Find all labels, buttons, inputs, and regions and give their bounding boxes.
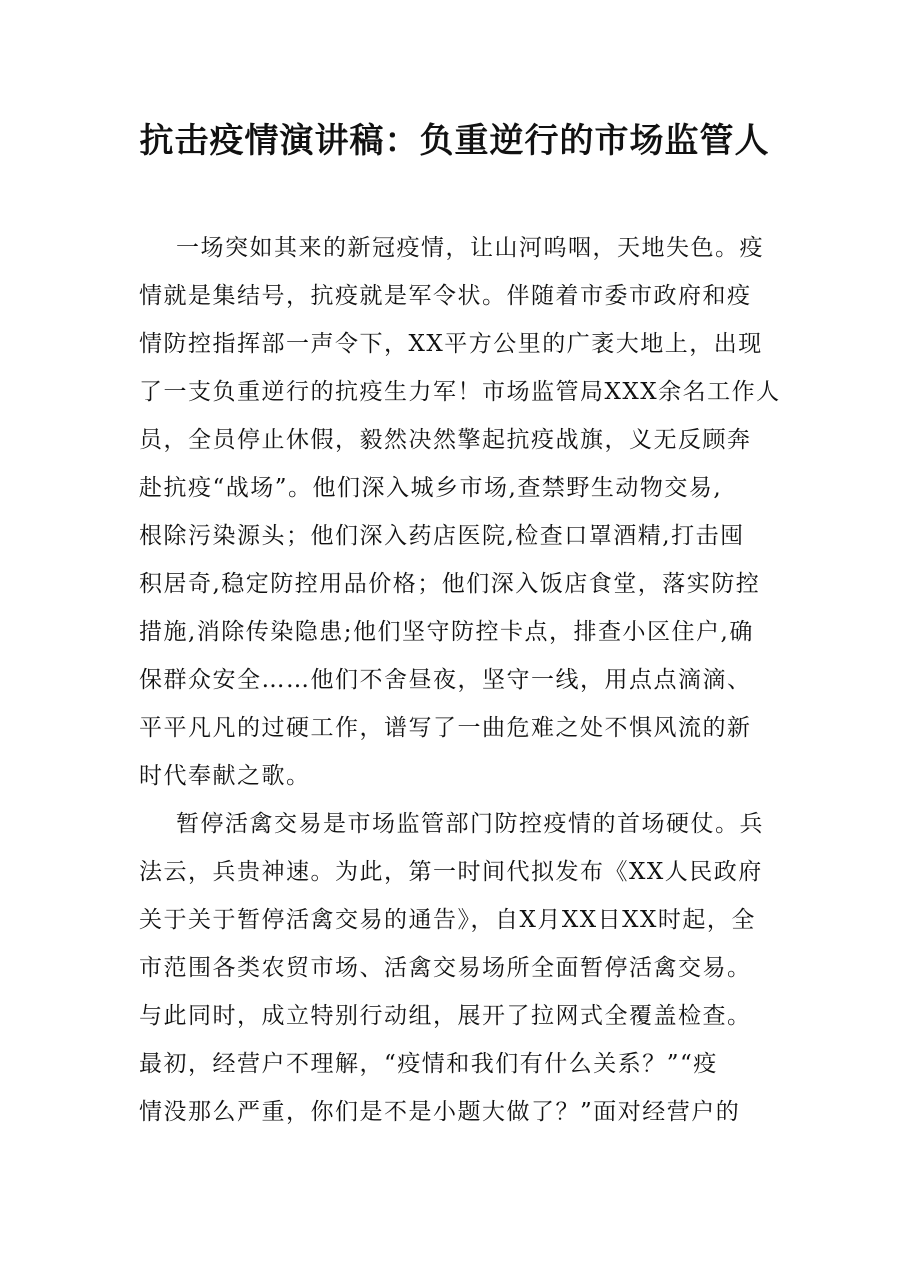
paragraph-line: 时代奉献之歌。 (139, 763, 311, 789)
paragraph-line: 市范围各类农贸市场、活禽交易场所全面暂停活禽交易。 (139, 955, 752, 981)
paragraph-line: 情防控指挥部一声令下，XX平方公里的广袤大地上，出现 (139, 331, 763, 357)
paragraph-line: 赴抗疫“战场”。他们深入城乡市场,查禁野生动物交易, (139, 475, 723, 501)
paragraph-line: 平平凡凡的过硬工作，谱写了一曲危难之处不惧风流的新 (139, 715, 752, 741)
document-title: 抗击疫情演讲稿：负重逆行的市场监管人 (139, 121, 770, 161)
paragraph-line: 情就是集结号，抗疫就是军令状。伴随着市委市政府和疫 (139, 283, 752, 309)
paragraph-line: 了一支负重逆行的抗疫生力军！市场监管局XXX余名工作人 (139, 379, 781, 405)
paragraph-line: 积居奇,稳定防控用品价格；他们深入饭店食堂，落实防控 (139, 571, 761, 597)
paragraph-line: 最初，经营户不理解，“疫情和我们有什么关系？”“疫 (139, 1051, 718, 1077)
paragraph-line: 情没那么严重，你们是不是小题大做了？”面对经营户的 (139, 1099, 741, 1125)
paragraph-line: 与此同时，成立特别行动组，展开了拉网式全覆盖检查。 (139, 1003, 752, 1029)
paragraph-line: 法云，兵贵神速。为此，第一时间代拟发布《XX人民政府 (139, 859, 763, 885)
paragraph-line: 一场突如其来的新冠疫情，让山河呜咽，天地失色。疫 (176, 235, 764, 261)
paragraph-line: 措施,消除传染隐患;他们坚守防控卡点，排查小区住户,确 (139, 619, 754, 645)
paragraph-line: 员，全员停止休假，毅然决然擎起抗疫战旗，义无反顾奔 (139, 427, 752, 453)
paragraph-line: 保群众安全……他们不舍昼夜，坚守一线，用点点滴滴、 (139, 667, 752, 693)
paragraph-line: 根除污染源头；他们深入药店医院,检查口罩酒精,打击囤 (139, 523, 745, 549)
paragraph-line: 关于关于暂停活禽交易的通告》，自X月XX日XX时起，全 (139, 907, 756, 933)
paragraph-line: 暂停活禽交易是市场监管部门防控疫情的首场硬仗。兵 (176, 811, 764, 837)
